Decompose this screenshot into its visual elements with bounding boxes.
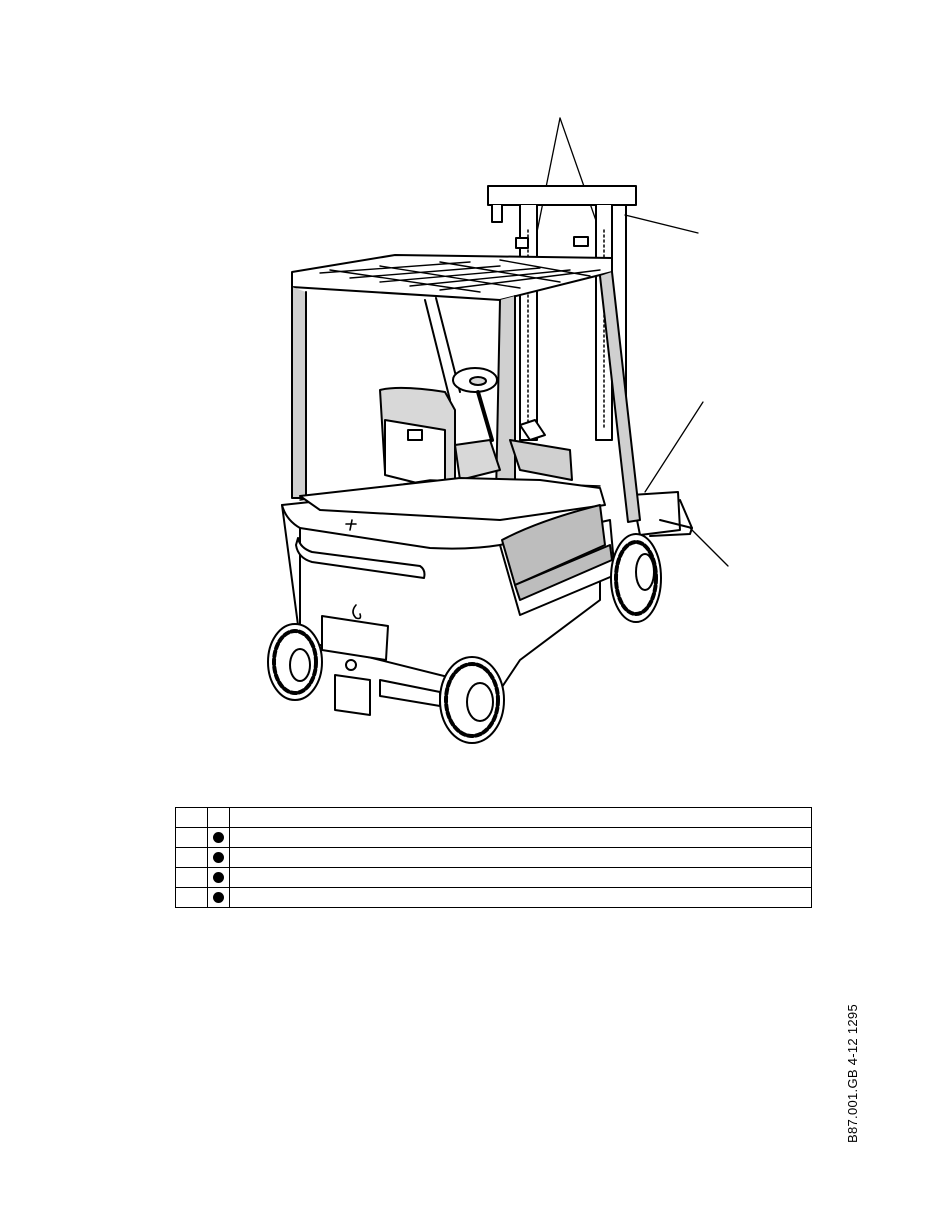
seat-and-steering xyxy=(380,368,572,490)
row-number xyxy=(176,888,208,908)
table-header-row xyxy=(176,808,812,828)
filled-circle-icon xyxy=(213,852,224,863)
table-row xyxy=(176,868,812,888)
row-description xyxy=(230,848,812,868)
table-row xyxy=(176,848,812,868)
row-marker xyxy=(208,888,230,908)
table-row xyxy=(176,828,812,848)
header-number-cell xyxy=(176,808,208,828)
row-marker xyxy=(208,848,230,868)
forks xyxy=(632,492,692,536)
row-number xyxy=(176,848,208,868)
row-description xyxy=(230,828,812,848)
filled-circle-icon xyxy=(213,832,224,843)
row-marker xyxy=(208,868,230,888)
row-number xyxy=(176,868,208,888)
document-code: B87.001.GB 4-12 1295 xyxy=(845,1004,860,1143)
table-row xyxy=(176,888,812,908)
row-number xyxy=(176,828,208,848)
filled-circle-icon xyxy=(213,872,224,883)
row-description xyxy=(230,868,812,888)
header-marker-cell xyxy=(208,808,230,828)
row-marker xyxy=(208,828,230,848)
header-description-cell xyxy=(230,808,812,828)
row-description xyxy=(230,888,812,908)
filled-circle-icon xyxy=(213,892,224,903)
parts-table xyxy=(175,807,812,908)
